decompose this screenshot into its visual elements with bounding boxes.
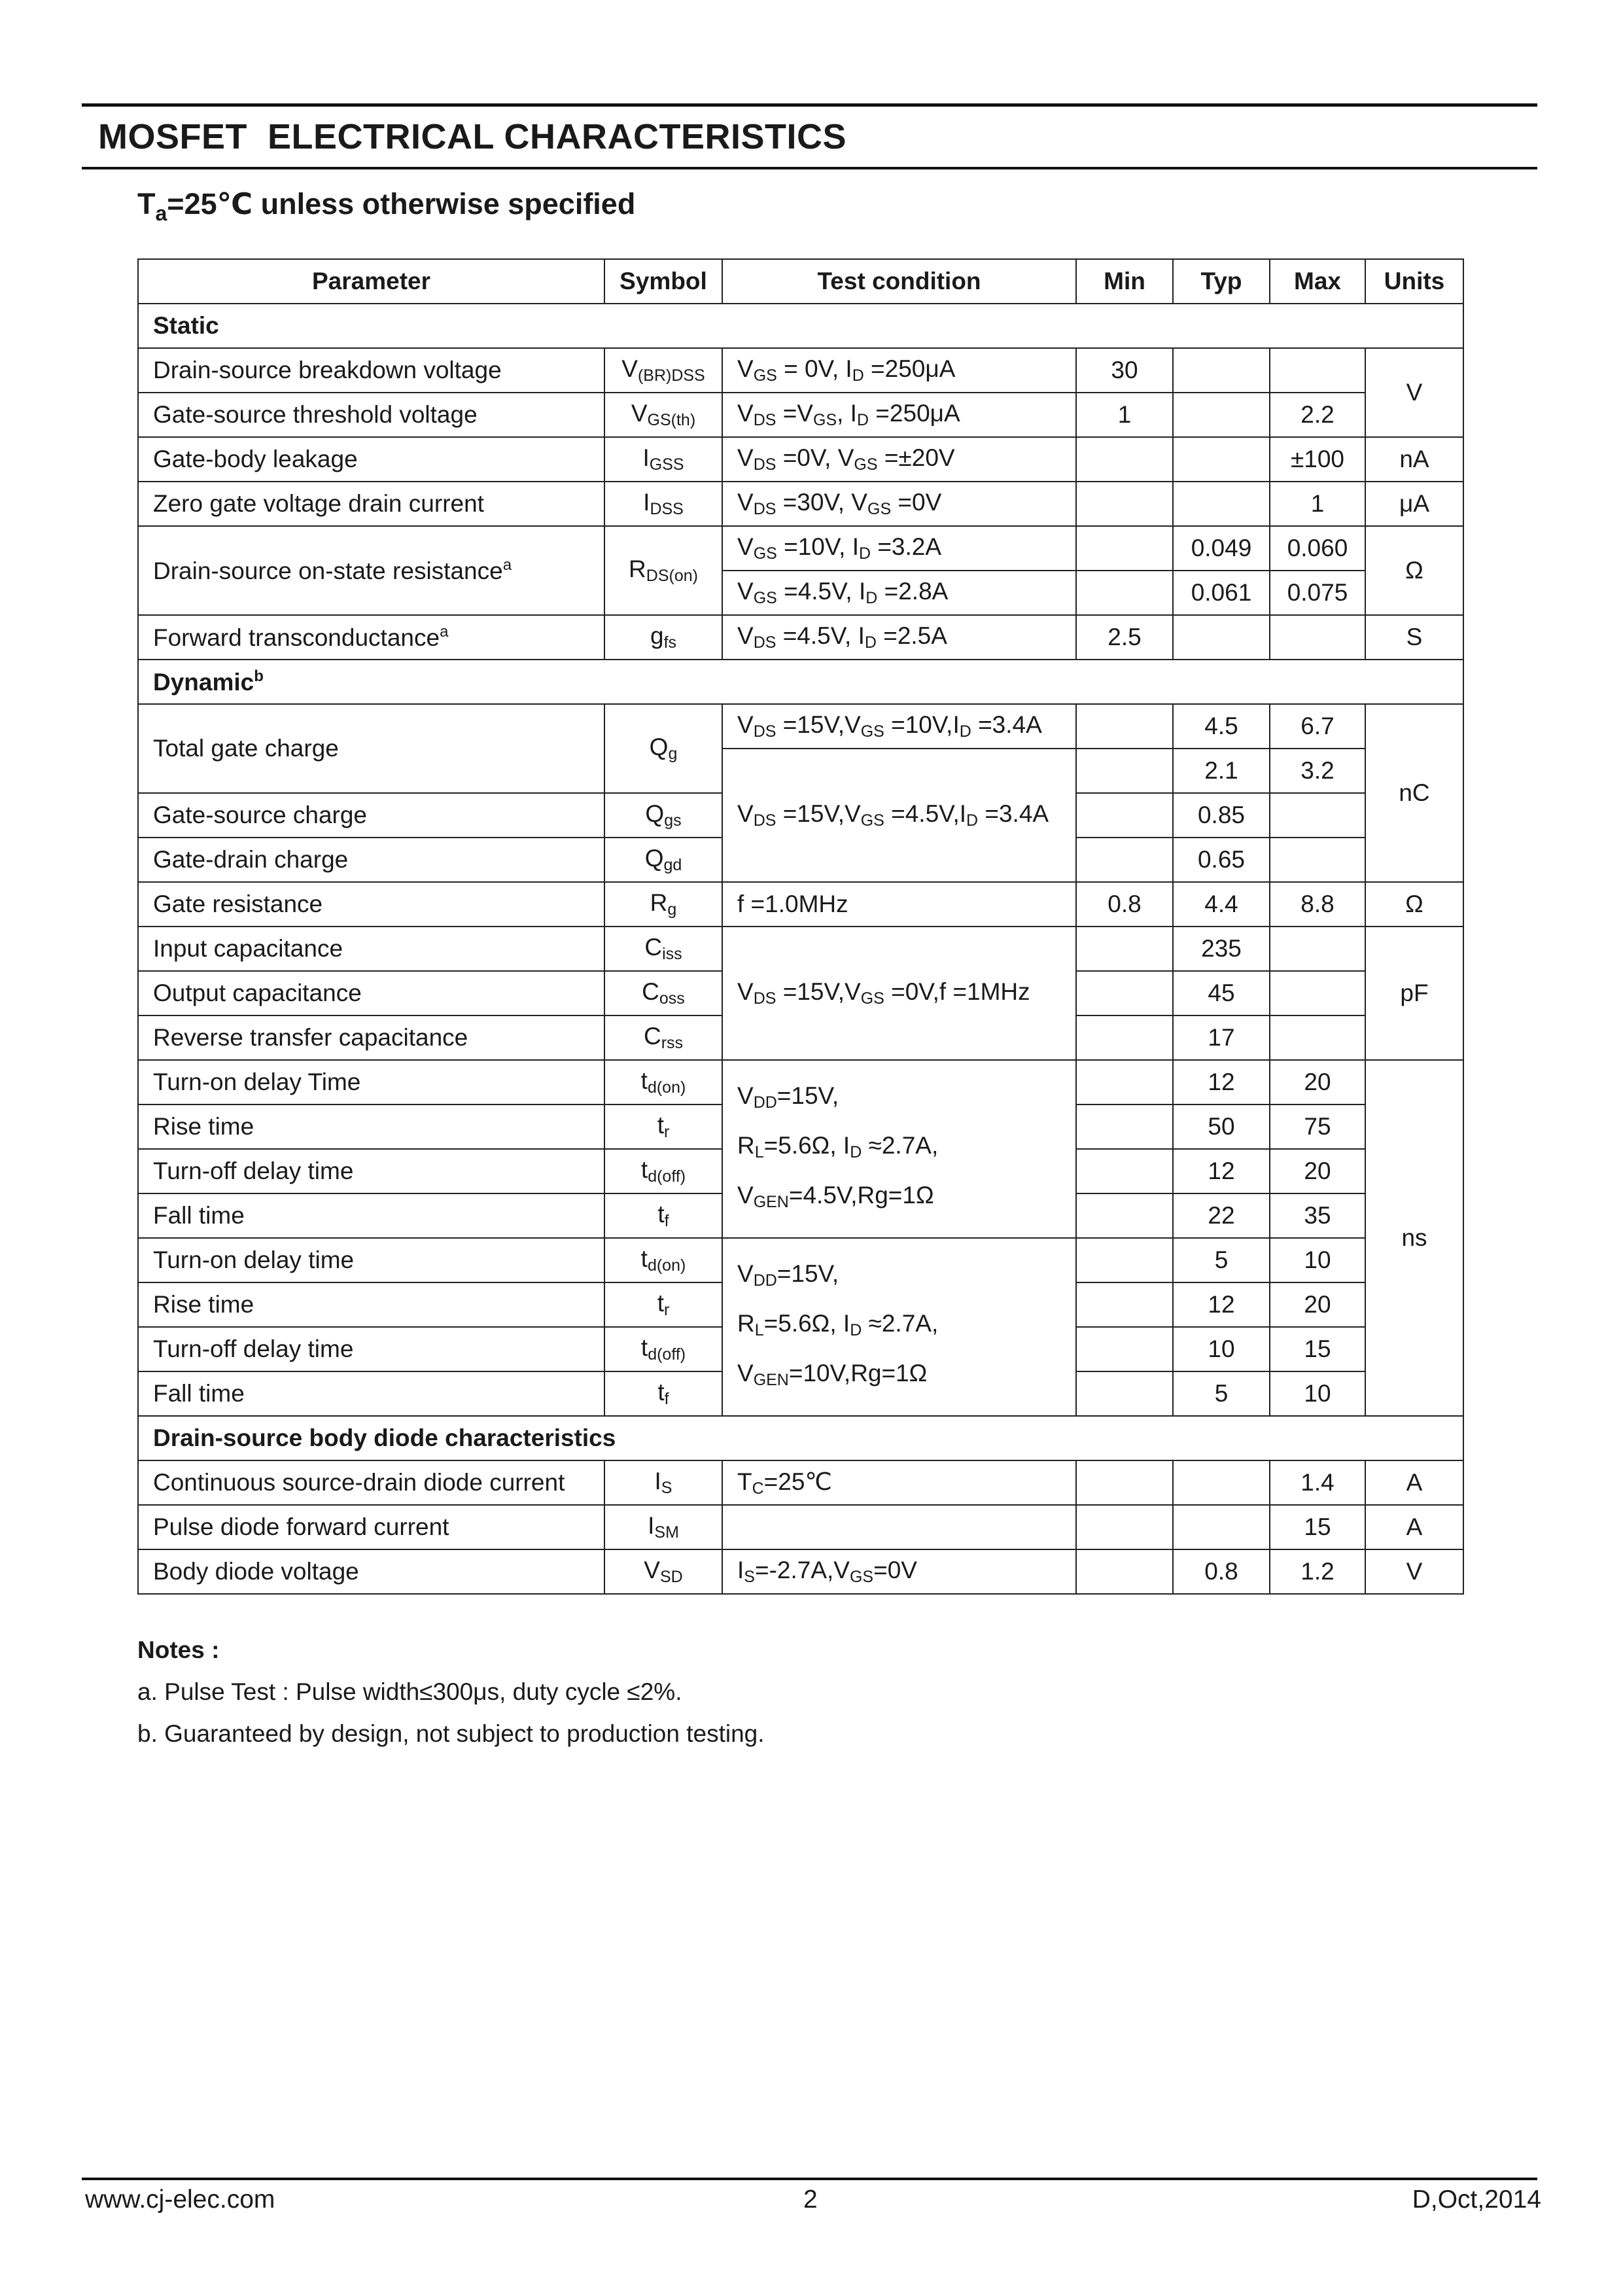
units-cell: nA <box>1365 437 1463 482</box>
symbol-cell: $C_{iss}$ <box>604 927 722 971</box>
table-row <box>138 704 1463 749</box>
min-cell <box>1076 749 1173 793</box>
symbol-cell: $t_{d(on)}$ <box>604 1060 722 1104</box>
min-cell <box>1076 1549 1173 1594</box>
col-min: Min <box>1076 259 1173 304</box>
min-cell: 0.8 <box>1076 882 1173 927</box>
max-cell: 35 <box>1270 1193 1365 1238</box>
min-cell <box>1076 1327 1173 1371</box>
param-cell: Output capacitance <box>138 971 604 1016</box>
footer-page-number: 2 <box>803 2185 818 2214</box>
param-cell: Rise time <box>138 1104 604 1149</box>
param-cell: Fall time <box>138 1193 604 1238</box>
min-cell: 1 <box>1076 393 1173 437</box>
typ-cell <box>1173 437 1270 482</box>
symbol-cell: $R_g$ <box>604 882 722 927</box>
param-cell: Input capacitance <box>138 927 604 971</box>
max-cell <box>1270 1016 1365 1060</box>
condition-cell: $I_S=-2.7A,V_{GS}=0V$ <box>722 1549 1076 1594</box>
param-cell: Gate resistance <box>138 882 604 927</box>
typ-cell: 0.061 <box>1173 571 1270 615</box>
symbol-cell: $V_{GS(th)}$ <box>604 393 722 437</box>
min-cell <box>1076 704 1173 749</box>
condition-cell: $V_{GS} =10V$, $I_D =3.2A$ <box>722 526 1076 571</box>
condition-cell <box>722 1505 1076 1549</box>
max-cell <box>1270 838 1365 882</box>
symbol-cell: $t_{d(off)}$ <box>604 1327 722 1371</box>
min-cell <box>1076 1193 1173 1238</box>
units-cell: ns <box>1365 1060 1463 1416</box>
table-row <box>138 437 1463 482</box>
symbol-cell: $Q_{gs}$ <box>604 793 722 838</box>
typ-cell: 0.65 <box>1173 838 1270 882</box>
max-cell: 6.7 <box>1270 704 1365 749</box>
symbol-cell: $R_{DS(on)}$ <box>604 526 722 615</box>
param-cell: Pulse diode forward current <box>138 1505 604 1549</box>
param-cell: Turn-on delay Time <box>138 1060 604 1104</box>
subtitle-t: T <box>137 187 156 221</box>
min-cell <box>1076 526 1173 571</box>
symbol-cell: $g_{fs}$ <box>604 615 722 660</box>
units-cell: nC <box>1365 704 1463 882</box>
units-cell: μA <box>1365 482 1463 526</box>
table-row <box>138 882 1463 927</box>
param-cell: Gate-source charge <box>138 793 604 838</box>
notes <box>137 1629 765 1755</box>
typ-cell: 10 <box>1173 1327 1270 1371</box>
typ-cell: 2.1 <box>1173 749 1270 793</box>
units-cell: S <box>1365 615 1463 660</box>
subtitle-sub: a <box>155 202 167 225</box>
table-row <box>138 1460 1463 1505</box>
section-static: Static <box>138 304 1463 348</box>
min-cell: 30 <box>1076 348 1173 393</box>
units-cell: Ω <box>1365 882 1463 927</box>
max-cell: 3.2 <box>1270 749 1365 793</box>
min-cell <box>1076 482 1173 526</box>
max-cell <box>1270 615 1365 660</box>
condition-cell: $V_{DS} =30V$, $V_{GS} =0V$ <box>722 482 1076 526</box>
max-cell: 0.075 <box>1270 571 1365 615</box>
min-cell <box>1076 1104 1173 1149</box>
note-b: b. Guaranteed by design, not subject to production testing. <box>137 1720 765 1747</box>
typ-cell <box>1173 482 1270 526</box>
condition-cell: $T_C=25℃$ <box>722 1460 1076 1505</box>
typ-cell: 5 <box>1173 1371 1270 1416</box>
param-cell: Gate-source threshold voltage <box>138 393 604 437</box>
typ-cell: 12 <box>1173 1282 1270 1327</box>
param-cell: Forward transconductance$^a$ <box>138 615 604 660</box>
col-max: Max <box>1270 259 1365 304</box>
characteristics-table <box>137 258 1464 1595</box>
max-cell: 15 <box>1270 1505 1365 1549</box>
typ-cell: 0.85 <box>1173 793 1270 838</box>
min-cell <box>1076 927 1173 971</box>
condition-cell: f =1.0MHz <box>722 882 1076 927</box>
condition-cell: $V_{DD}=15V$, $R_L=5.6\Omega$, $I_D \approx 2.7A$, $V_{GEN}=10V,Rg=1\Omega$ <box>722 1238 1076 1416</box>
typ-cell: 4.4 <box>1173 882 1270 927</box>
table-row <box>138 615 1463 660</box>
max-cell: 1 <box>1270 482 1365 526</box>
min-cell <box>1076 1505 1173 1549</box>
max-cell <box>1270 927 1365 971</box>
symbol-cell: $t_{d(on)}$ <box>604 1238 722 1282</box>
conditions-subtitle <box>137 186 635 226</box>
subtitle-rest: =25℃ unless otherwise specified <box>167 187 636 221</box>
param-cell: Gate-drain charge <box>138 838 604 882</box>
max-cell: 8.8 <box>1270 882 1365 927</box>
typ-cell: 50 <box>1173 1104 1270 1149</box>
notes-heading: Notes : <box>137 1636 220 1663</box>
page-title: MOSFET ELECTRICAL CHARACTERISTICS <box>98 117 847 156</box>
typ-cell: 235 <box>1173 927 1270 971</box>
table-row <box>138 1060 1463 1104</box>
footer-website: www.cj-elec.com <box>85 2185 275 2214</box>
max-cell: 10 <box>1270 1238 1365 1282</box>
param-cell: Reverse transfer capacitance <box>138 1016 604 1060</box>
table-row <box>138 927 1463 971</box>
condition-cell: $V_{GS} =4.5V$, $I_D =2.8A$ <box>722 571 1076 615</box>
title-underline <box>82 167 1537 169</box>
condition-cell: $V_{GS} = 0V$, $I_D =250\mu A$ <box>722 348 1076 393</box>
section-row <box>138 660 1463 704</box>
param-cell: Body diode voltage <box>138 1549 604 1594</box>
param-cell: Zero gate voltage drain current <box>138 482 604 526</box>
condition-cell: $V_{DS} =V_{GS}$, $I_D =250\mu A$ <box>722 393 1076 437</box>
typ-cell <box>1173 393 1270 437</box>
param-cell: Turn-off delay time <box>138 1327 604 1371</box>
typ-cell <box>1173 615 1270 660</box>
units-cell: Ω <box>1365 526 1463 615</box>
symbol-cell: $C_{rss}$ <box>604 1016 722 1060</box>
symbol-cell: $C_{oss}$ <box>604 971 722 1016</box>
col-condition: Test condition <box>722 259 1076 304</box>
max-cell: ±100 <box>1270 437 1365 482</box>
typ-cell: 5 <box>1173 1238 1270 1282</box>
table-row <box>138 1549 1463 1594</box>
param-cell: Total gate charge <box>138 704 604 793</box>
typ-cell <box>1173 1460 1270 1505</box>
max-cell: 20 <box>1270 1282 1365 1327</box>
max-cell: 75 <box>1270 1104 1365 1149</box>
typ-cell: 0.8 <box>1173 1549 1270 1594</box>
footer-rule <box>82 2178 1537 2180</box>
condition-cell: $V_{DS} =15V,V_{GS} =0V,f =1MHz$ <box>722 927 1076 1060</box>
units-cell: pF <box>1365 927 1463 1060</box>
typ-cell: 12 <box>1173 1149 1270 1193</box>
min-cell <box>1076 1238 1173 1282</box>
param-cell: Gate-body leakage <box>138 437 604 482</box>
units-cell: A <box>1365 1460 1463 1505</box>
symbol-cell: $t_r$ <box>604 1104 722 1149</box>
typ-cell: 4.5 <box>1173 704 1270 749</box>
header-row <box>138 259 1463 304</box>
param-cell: Drain-source breakdown voltage <box>138 348 604 393</box>
typ-cell <box>1173 1505 1270 1549</box>
min-cell <box>1076 793 1173 838</box>
col-parameter: Parameter <box>138 259 604 304</box>
symbol-cell: $I_{DSS}$ <box>604 482 722 526</box>
max-cell <box>1270 348 1365 393</box>
units-cell: V <box>1365 1549 1463 1594</box>
max-cell: 2.2 <box>1270 393 1365 437</box>
symbol-cell: $I_{GSS}$ <box>604 437 722 482</box>
param-cell: Turn-on delay time <box>138 1238 604 1282</box>
section-diode: Drain-source body diode characteristics <box>138 1416 1463 1460</box>
table-row <box>138 482 1463 526</box>
note-a: a. Pulse Test : Pulse width≤300μs, duty cycle ≤2%. <box>137 1678 682 1705</box>
param-cell: Fall time <box>138 1371 604 1416</box>
typ-cell: 22 <box>1173 1193 1270 1238</box>
max-cell: 0.060 <box>1270 526 1365 571</box>
table-row <box>138 526 1463 571</box>
col-symbol: Symbol <box>604 259 722 304</box>
symbol-cell: $I_S$ <box>604 1460 722 1505</box>
table-row <box>138 1505 1463 1549</box>
param-cell: Continuous source-drain diode current <box>138 1460 604 1505</box>
col-typ: Typ <box>1173 259 1270 304</box>
section-row <box>138 1416 1463 1460</box>
min-cell <box>1076 571 1173 615</box>
table-row <box>138 393 1463 437</box>
typ-cell: 12 <box>1173 1060 1270 1104</box>
symbol-cell: $t_f$ <box>604 1371 722 1416</box>
max-cell <box>1270 971 1365 1016</box>
footer-revision: D,Oct,2014 <box>1412 2185 1541 2214</box>
min-cell <box>1076 1149 1173 1193</box>
max-cell: 20 <box>1270 1149 1365 1193</box>
table-row <box>138 348 1463 393</box>
min-cell <box>1076 838 1173 882</box>
min-cell <box>1076 971 1173 1016</box>
table-row <box>138 1238 1463 1282</box>
max-cell <box>1270 793 1365 838</box>
symbol-cell: $t_{d(off)}$ <box>604 1149 722 1193</box>
symbol-cell: $t_r$ <box>604 1282 722 1327</box>
typ-cell: 0.049 <box>1173 526 1270 571</box>
max-cell: 15 <box>1270 1327 1365 1371</box>
symbol-cell: $V_{(BR)DSS}$ <box>604 348 722 393</box>
section-dynamic: Dynamic$^b$ <box>138 660 1463 704</box>
max-cell: 1.2 <box>1270 1549 1365 1594</box>
typ-cell <box>1173 348 1270 393</box>
symbol-cell: $t_f$ <box>604 1193 722 1238</box>
min-cell: 2.5 <box>1076 615 1173 660</box>
units-cell: V <box>1365 348 1463 437</box>
min-cell <box>1076 1016 1173 1060</box>
col-units: Units <box>1365 259 1463 304</box>
typ-cell: 17 <box>1173 1016 1270 1060</box>
typ-cell: 45 <box>1173 971 1270 1016</box>
param-cell: Drain-source on-state resistance$^a$ <box>138 526 604 615</box>
min-cell <box>1076 437 1173 482</box>
section-row <box>138 304 1463 348</box>
max-cell: 10 <box>1270 1371 1365 1416</box>
condition-cell: $V_{DD}=15V$, $R_L=5.6\Omega$, $I_D \approx 2.7A$, $V_{GEN}=4.5V,Rg=1\Omega$ <box>722 1060 1076 1238</box>
min-cell <box>1076 1060 1173 1104</box>
top-rule <box>82 103 1537 107</box>
min-cell <box>1076 1371 1173 1416</box>
param-cell: Turn-off delay time <box>138 1149 604 1193</box>
condition-cell: $V_{DS} =15V,V_{GS} =10V,I_D =3.4A$ <box>722 704 1076 749</box>
max-cell: 1.4 <box>1270 1460 1365 1505</box>
symbol-cell: $Q_{gd}$ <box>604 838 722 882</box>
units-cell: A <box>1365 1505 1463 1549</box>
min-cell <box>1076 1282 1173 1327</box>
condition-cell: $V_{DS} =15V,V_{GS} =4.5V,I_D =3.4A$ <box>722 749 1076 882</box>
max-cell: 20 <box>1270 1060 1365 1104</box>
param-cell: Rise time <box>138 1282 604 1327</box>
condition-cell: $V_{DS} =0V$, $V_{GS} =\pm 20V$ <box>722 437 1076 482</box>
condition-cell: $V_{DS} =4.5V$, $I_D =2.5A$ <box>722 615 1076 660</box>
symbol-cell: $I_{SM}$ <box>604 1505 722 1549</box>
symbol-cell: $V_{SD}$ <box>604 1549 722 1594</box>
symbol-cell: $Q_g$ <box>604 704 722 793</box>
min-cell <box>1076 1460 1173 1505</box>
